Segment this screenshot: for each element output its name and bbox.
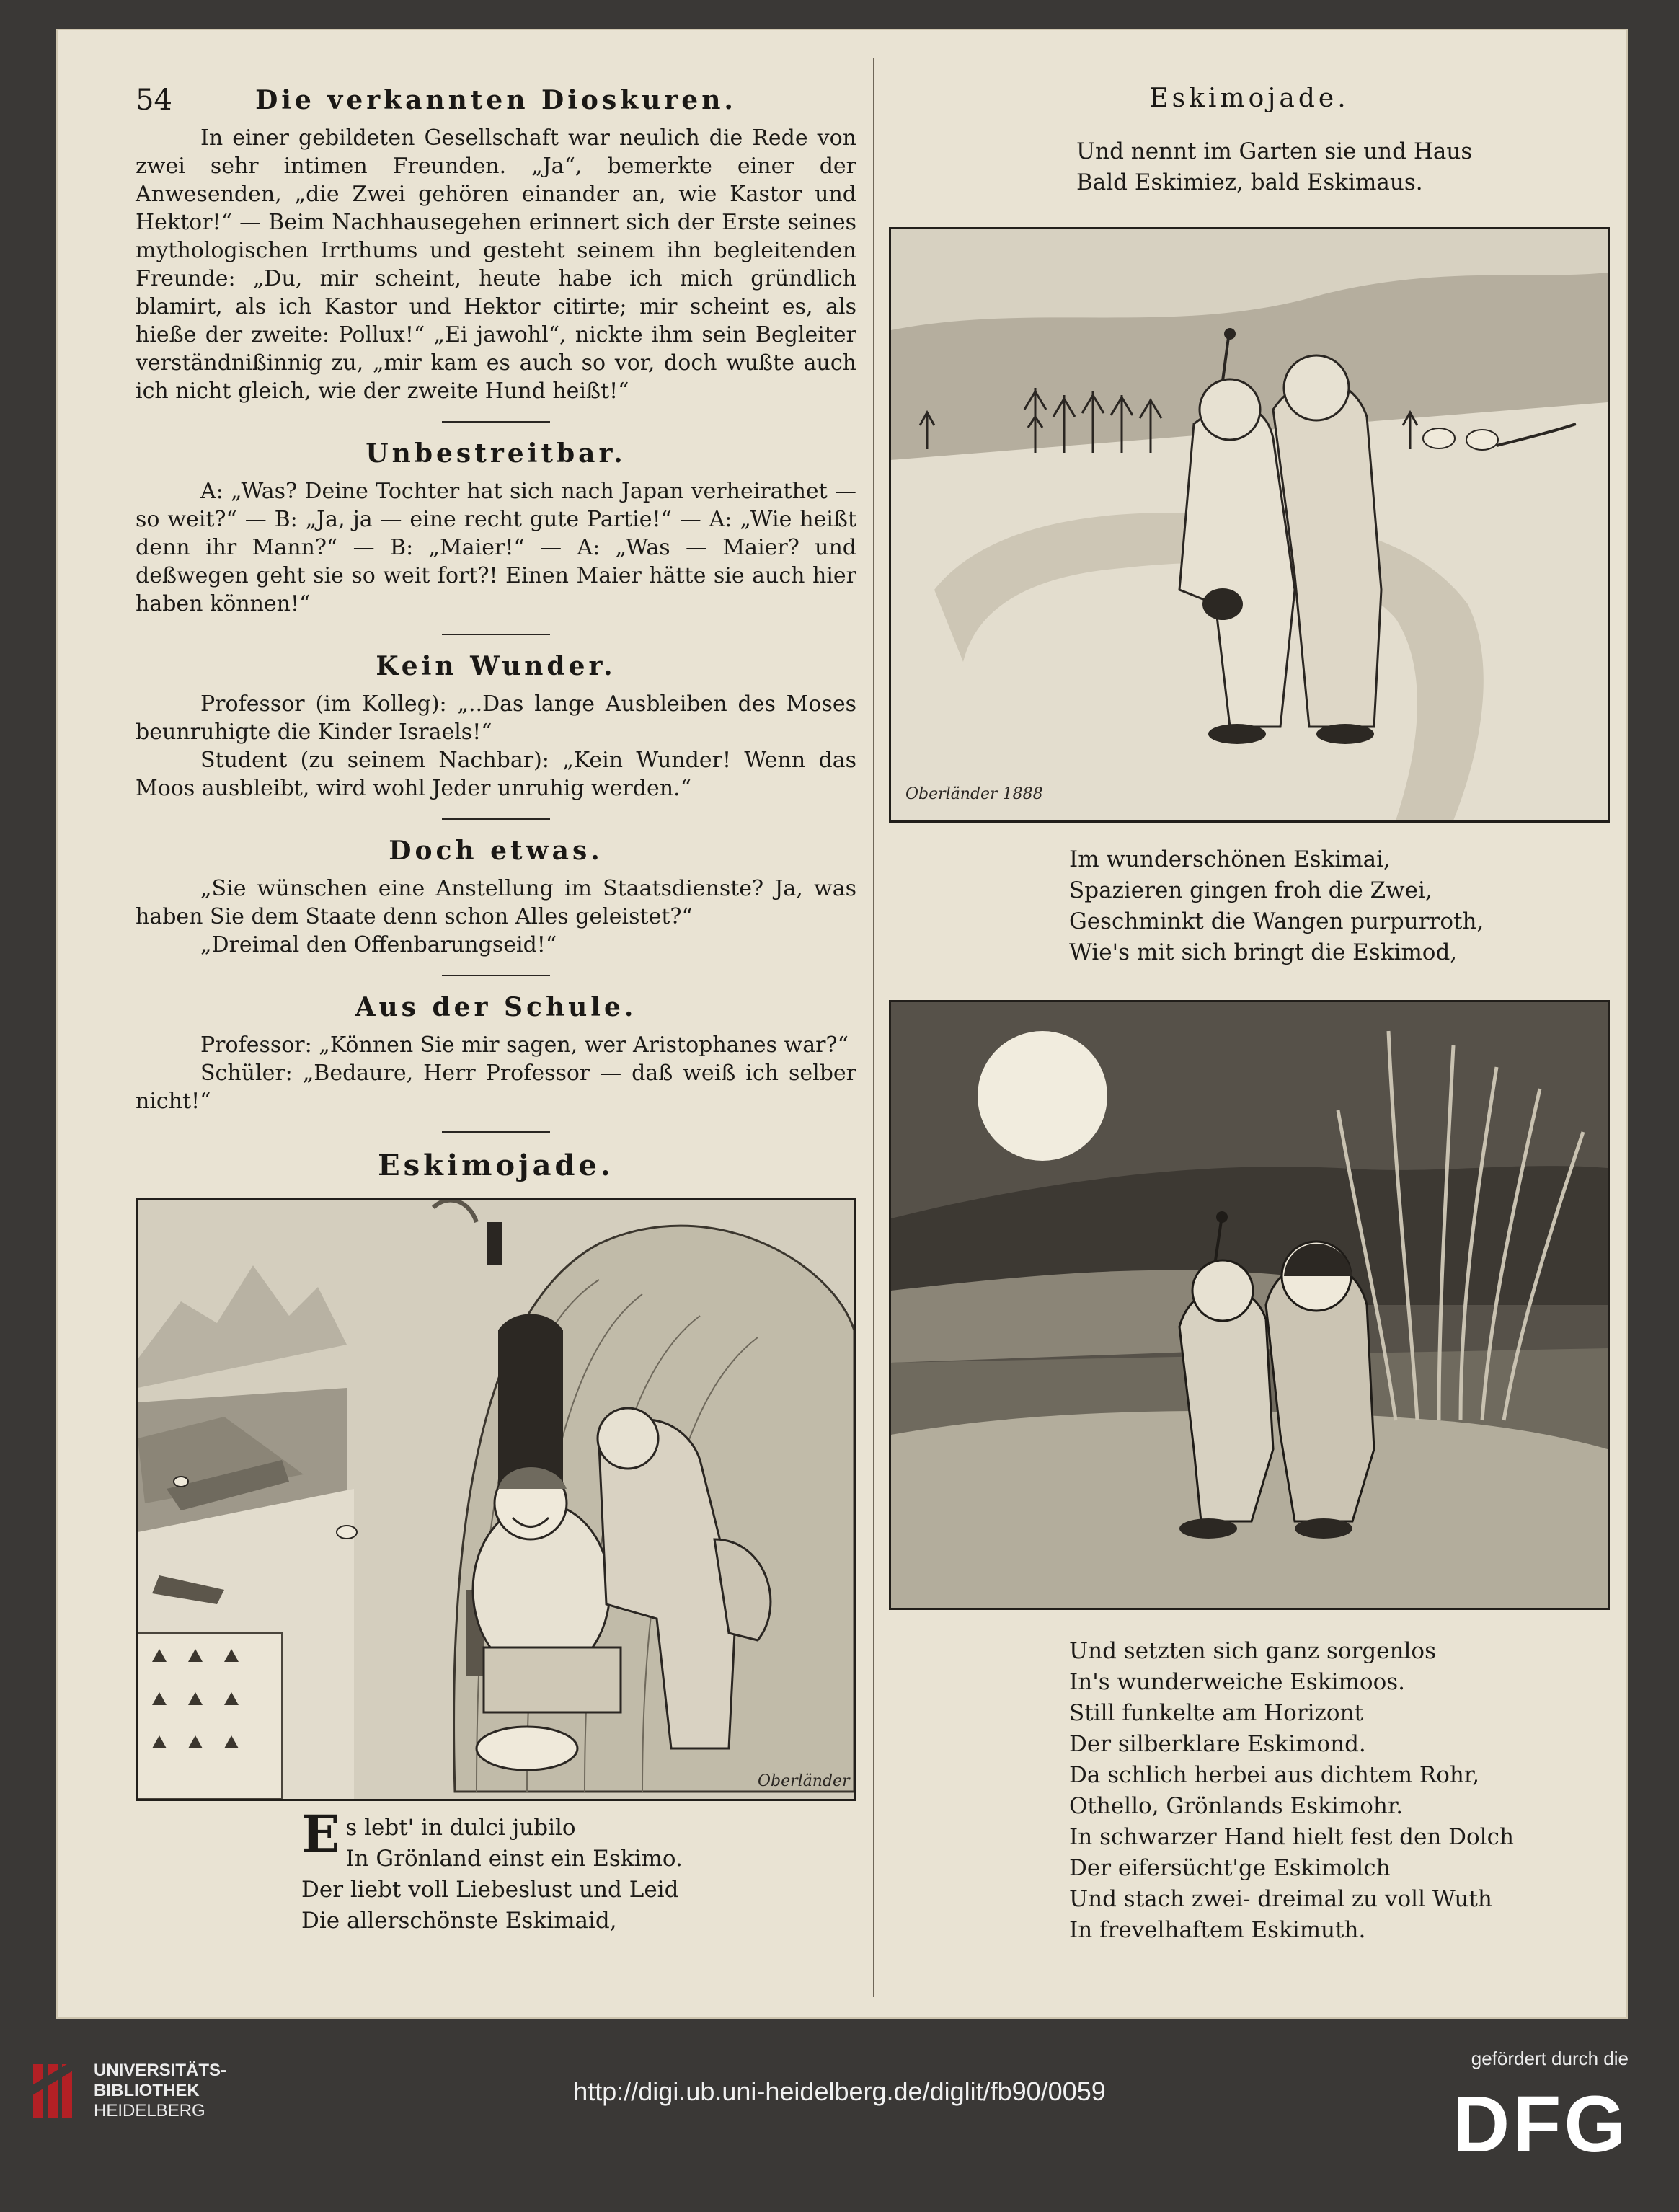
verse-line: In frevelhaftem Eskimuth. [1069, 1917, 1366, 1943]
funding-note: gefördert durch die [1471, 2048, 1629, 2069]
verse-line-4: Die allerschönste Eskimaid, [301, 1908, 617, 1934]
scanned-page [56, 29, 1628, 2019]
verse-line: Wie's mit sich bringt die Eskimod, [1069, 939, 1458, 965]
viewer-footer [0, 2019, 1679, 2212]
illustration-igloo-couple [136, 1198, 856, 1801]
verse-line: Und stach zwei- dreimal zu voll Wuth [1069, 1886, 1492, 1912]
divider [442, 634, 550, 635]
section-title-eskimojade: Eskimojade. [378, 1149, 614, 1182]
section-title-aus-der-schule: Aus der Schule. [355, 992, 637, 1022]
verse-line: Der eifersücht'ge Eskimolch [1069, 1855, 1391, 1881]
illustration-signature: Oberländer 1888 [905, 785, 1043, 803]
illustration-signature: Oberländer [758, 1772, 850, 1790]
section-title-unbestreitbar: Unbestreitbar. [366, 438, 626, 469]
dialogue-professor: Professor (im Kolleg): „..Das lange Ausbleiben des Moses beunruhigte die Kinder Israels!“ [136, 691, 856, 745]
verse-line: Und setzten sich ganz sorgenlos [1069, 1638, 1436, 1664]
right-column [889, 79, 1610, 1946]
verse-line-2: In Grönland einst ein Eskimo. [345, 1846, 683, 1872]
verse-block-2 [889, 844, 1610, 968]
verse-line: Geschminkt die Wangen purpurroth, [1069, 908, 1484, 934]
verse-block-1 [889, 136, 1610, 198]
section-title-kein-wunder: Kein Wunder. [376, 651, 616, 681]
dialogue-professor-question: Professor: „Können Sie mir sagen, wer Aristophanes war?“ [200, 1032, 849, 1058]
verse-line: Othello, Grönlands Eskimohr. [1069, 1793, 1404, 1819]
dialogue-question: „Sie wünschen eine Anstellung im Staatsdienste? Ja, was haben Sie dem Staate denn schon Alles geleistet?“ [136, 876, 856, 929]
divider [442, 1131, 550, 1133]
paragraph-unbestreitbar: A: „Was? Deine Tochter hat sich nach Japan verheirathet — so weit?“ — B: „Ja, ja — eine recht gute Partie!“ — A: „Wie heißt denn ihr Mann?“ — B: „Maier!“ — A: „Was — Maier? und deßwegen geht sie so weit fort?! Einen Maier hätte sie auch hier haben können!“ [136, 479, 856, 616]
verse-line-3: Der liebt voll Liebeslust und Leid [301, 1877, 679, 1903]
dialogue-student: Student (zu seinem Nachbar): „Kein Wunder! Wenn das Moos ausbleibt, wird wohl Jeder unruhig werden.“ [136, 748, 856, 801]
dropcap-letter: E [301, 1804, 340, 1864]
verse-line: Bald Eskimiez, bald Eskimaus. [1076, 169, 1423, 195]
verse-line: Der silberklare Eskimond. [1069, 1731, 1366, 1757]
dialogue-pupil-answer: Schüler: „Bedaure, Herr Professor — daß weiß ich selber nicht!“ [136, 1061, 856, 1114]
left-column [136, 79, 856, 1937]
verse-block-3 [889, 1636, 1610, 1946]
permalink[interactable]: http://digi.ub.uni-heidelberg.de/diglit/fb90/0059 [573, 2076, 1106, 2106]
section-title-dioskuren: Die verkannten Dioskuren. [255, 85, 737, 115]
verse-line: In schwarzer Hand hielt fest den Dolch [1069, 1824, 1514, 1850]
dialogue-answer: „Dreimal den Offenbarungseid!“ [200, 932, 557, 957]
column-divider [873, 58, 874, 1997]
verse-line: Im wunderschönen Eskimai, [1069, 846, 1391, 872]
page-number: 54 [136, 84, 172, 117]
running-title: Eskimojade. [1149, 84, 1350, 113]
illustration-moonlit-couple [889, 1000, 1610, 1610]
verse-line: Spazieren gingen froh die Zwei, [1069, 877, 1432, 903]
verse-eskimojade-opening [136, 1804, 856, 1937]
illustration-couple-walking [889, 227, 1610, 823]
divider [442, 421, 550, 423]
verse-line: Still funkelte am Horizont [1069, 1700, 1363, 1726]
dfg-logo: DFG [1452, 2080, 1629, 2169]
verse-line: Da schlich herbei aus dichtem Rohr, [1069, 1762, 1480, 1788]
institution-line-2: BIBLIOTHEK [94, 2081, 200, 2100]
verse-line-1: s lebt' in dulci jubilo [345, 1815, 576, 1841]
paragraph-dioskuren: In einer gebildeten Gesellschaft war neulich die Rede von zwei sehr intimen Freunden. „Ja“, bemerkte einer der Anwesenden, „die Zwei gehören einander an, wie Kastor und Hektor!“ — Beim Nachhausegehen erinnert sich der Erste seines mythologischen Irrthums und gesteht seinem ihn begleitenden Freunde: „Du, mir scheint, heute habe ich mich gründlich blamirt, als ich Kastor und Hektor citirte; mir scheint es, als hieße der zweite: Pollux!“ „Ei jawohl“, nickte ihm sein Begleiter verständnißinnig zu, „mir kam es auch so vor, doch wußte auch ich nicht gleich, wie der zweite Hund heißt!“ [136, 125, 856, 404]
verse-line: In's wunderweiche Eskimoos. [1069, 1669, 1406, 1695]
divider [442, 975, 550, 976]
verse-line: Und nennt im Garten sie und Haus [1076, 138, 1473, 164]
divider [442, 818, 550, 820]
section-title-doch-etwas: Doch etwas. [389, 836, 603, 866]
institution-line-1: UNIVERSITÄTS- [94, 2061, 227, 2080]
institution-line-3: HEIDELBERG [94, 2101, 205, 2120]
